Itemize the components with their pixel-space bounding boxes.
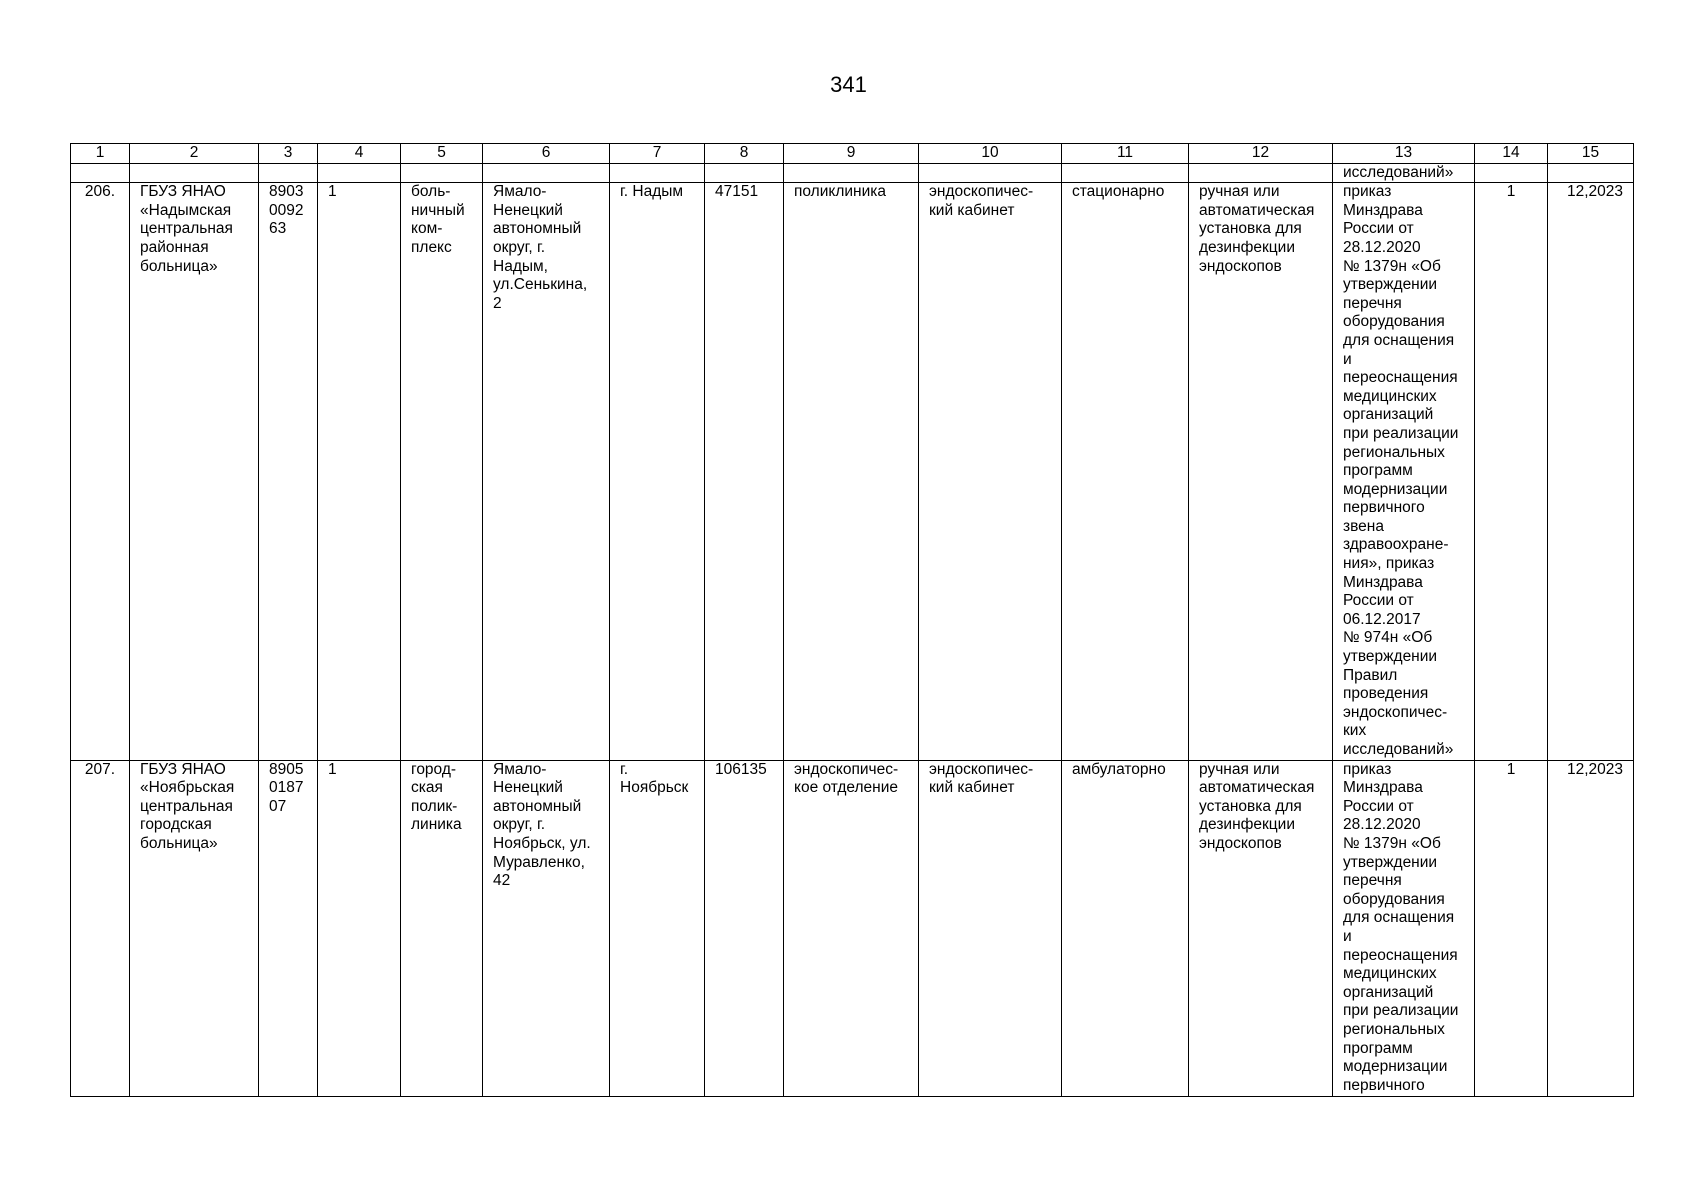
column-header: 10 [919, 144, 1062, 164]
column-header: 15 [1548, 144, 1634, 164]
unit-count: 1 [318, 760, 401, 1096]
row-number: 207. [71, 760, 130, 1096]
unit-count: 1 [318, 183, 401, 760]
address: Ямало- Ненецкий автономный округ, г. Ноябрьск, ул. Муравленко, 42 [483, 760, 610, 1096]
column-header: 6 [483, 144, 610, 164]
column-header: 12 [1189, 144, 1333, 164]
department: поликлиника [784, 183, 919, 760]
column-header: 2 [130, 144, 259, 164]
equipment: ручная или автоматическая установка для дезинфекции эндоскопов [1189, 760, 1333, 1096]
deadline: 12,2023 [1548, 183, 1634, 760]
continuation-row [71, 163, 1634, 183]
legal-basis: приказ Минздрава России от 28.12.2020 № 1379н «Об утверждении перечня оборудования для оснащения и переоснащения медицинских организаций при реализации региональных программ модернизации первичного звена здравоохране- ния», приказ Минздрава России от 06.12.2017 № 974н «Об утверждении Правил проведения эндоскопичес- ких исследований» [1333, 183, 1475, 760]
registry-table [70, 143, 1634, 1097]
address: Ямало- Ненецкий автономный округ, г. Надым, ул.Сенькина, 2 [483, 183, 610, 760]
population: 106135 [705, 760, 784, 1096]
legal-basis: приказ Минздрава России от 28.12.2020 № 1379н «Об утверждении перечня оборудования для оснащения и переоснащения медицинских организаций при реализации региональных программ модернизации первичного [1333, 760, 1475, 1096]
column-header: 1 [71, 144, 130, 164]
city: г. Надым [610, 183, 705, 760]
equipment: ручная или автоматическая установка для дезинфекции эндоскопов [1189, 183, 1333, 760]
column-header: 9 [784, 144, 919, 164]
quantity: 1 [1475, 760, 1548, 1096]
continuation-cell-legal-basis: исследований» [1333, 163, 1475, 183]
column-header: 14 [1475, 144, 1548, 164]
page-number: 341 [830, 72, 867, 97]
room: эндоскопичес- кий кабинет [919, 183, 1062, 760]
column-header: 13 [1333, 144, 1475, 164]
institution-name: ГБУЗ ЯНАО «Надымская центральная районная больница» [130, 183, 259, 760]
quantity: 1 [1475, 183, 1548, 760]
department: эндоскопичес- кое отделение [784, 760, 919, 1096]
column-header: 4 [318, 144, 401, 164]
facility-type: город- ская полик- линика [401, 760, 483, 1096]
row-number: 206. [71, 183, 130, 760]
institution-name: ГБУЗ ЯНАО «Ноябрьская центральная городская больница» [130, 760, 259, 1096]
inn-code: 8905 0187 07 [259, 760, 318, 1096]
city: г. Ноябрьск [610, 760, 705, 1096]
deadline: 12,2023 [1548, 760, 1634, 1096]
care-mode: амбулаторно [1062, 760, 1189, 1096]
column-header: 11 [1062, 144, 1189, 164]
care-mode: стационарно [1062, 183, 1189, 760]
facility-type: боль- ничный ком- плекс [401, 183, 483, 760]
table-row [71, 760, 1634, 1096]
inn-code: 8903 0092 63 [259, 183, 318, 760]
population: 47151 [705, 183, 784, 760]
column-number-header [71, 144, 1634, 164]
column-header: 8 [705, 144, 784, 164]
column-header: 7 [610, 144, 705, 164]
column-header: 5 [401, 144, 483, 164]
table-row [71, 183, 1634, 760]
room: эндоскопичес- кий кабинет [919, 760, 1062, 1096]
column-header: 3 [259, 144, 318, 164]
